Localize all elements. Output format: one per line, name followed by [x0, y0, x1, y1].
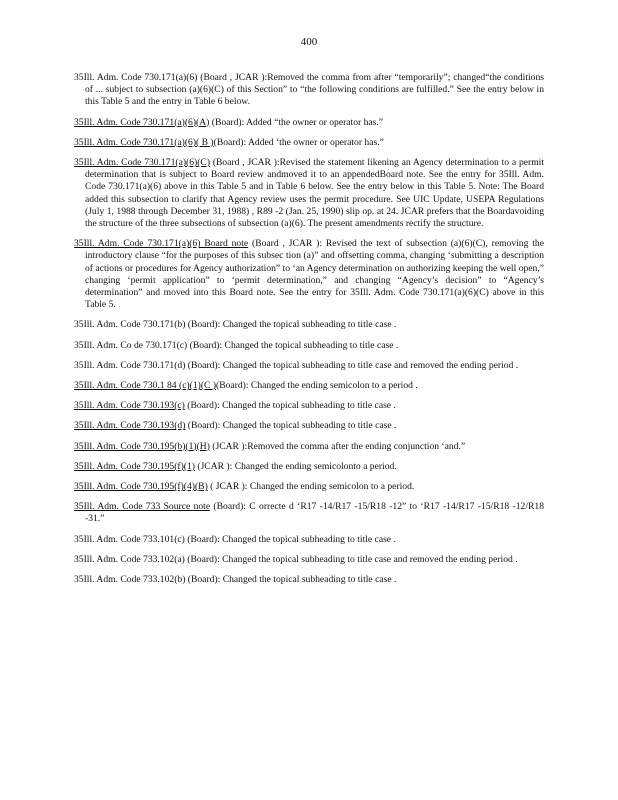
entry-description: (Board): Changed the topical subheading to title case and removed the ending period . [184, 553, 518, 565]
entry-citation: 35Ill. Adm. Code 730.193(c) [74, 400, 185, 412]
entry-list [74, 72, 544, 594]
entry-description: (JCAR ):Removed the comma after the ending conjunction ‘and.” [209, 440, 466, 452]
table-entry [74, 238, 544, 311]
entry-citation: 35Ill. Adm. Code 730.195(f)(1) [74, 460, 195, 472]
entry-description: (Board): Added ‘the owner or operator has.” [213, 136, 384, 148]
entry-description: (Board): Changed the topical subheading to title case . [185, 319, 397, 331]
entry-citation: 35Ill. Adm. Code 730.171(a)(6) Board note [74, 238, 249, 250]
table-entry [74, 441, 544, 453]
entry-description: (Board): Added “the owner or operator has.” [209, 116, 384, 128]
table-entry [74, 461, 544, 473]
table-entry [74, 319, 544, 331]
entry-description: (Board): Changed the topical subheading to title case . [184, 400, 396, 412]
entry-citation: 35Ill. Adm. Code 733.102(a) [74, 553, 185, 565]
table-entry [74, 481, 544, 493]
table-entry [74, 137, 544, 149]
entry-description: (Board , JCAR ):Revised the statement likening an Agency determination to a permit determination that is subject to Board review andmoved it to an appendedBoard note. See the entry for 35Ill. Adm. Code 730.171(a)(6) above in this Table 5 and in Table 6 below. See the entry below in this Table 5. Note: The Board added this subsection to clarify that Agency review uses the permit procedure. See UIC Update, USEPA Regulations (July 1, 1988 through December 31, 1988) , R89 -2 (Jan. 25, 1990) slip op. at 24. JCAR prefers that the Boardavoiding the structure of the three subsections of subsection (a)(6). The present amendments rectify the structure. [85, 157, 545, 230]
entry-citation: 35Ill. Adm. Code 730.171(a)(6)( B ) [74, 136, 214, 148]
table-entry [74, 574, 544, 586]
table-entry [74, 340, 544, 352]
table-entry [74, 554, 544, 566]
table-entry [74, 117, 544, 129]
entry-citation: 35Ill. Adm. Code 730.171(a)(6) [74, 72, 198, 83]
entry-description: (Board): Changed the topical subheading to title case . [184, 533, 396, 545]
table-entry [74, 420, 544, 432]
table-entry [74, 534, 544, 546]
entry-description: (Board): Changed the ending semicolon to a period . [216, 380, 418, 392]
entry-citation: 35Ill. Adm. Code 733.101(c) [74, 533, 185, 545]
entry-description: (Board , JCAR ):Removed the comma from after “temporarily”; changed“the conditions of ... subject to subsection (a)(6)(C) of this Section” to “the following conditions are fulfilled.” See the entry below in this Table 5 and the entry in Table 6 below. [85, 72, 544, 108]
entry-description: (Board): Changed the topical subheading to title case . [187, 339, 399, 351]
entry-citation: 35Ill. Adm. Code 730.1 84 (c)(1)(C ) [74, 380, 217, 392]
table-entry [74, 501, 544, 525]
entry-description: (Board): Changed the topical subheading to title case . [185, 420, 397, 432]
entry-citation: 35Ill. Adm. Code 730.171(a)(6)(C) [74, 157, 211, 169]
entry-citation: 35Ill. Adm. Code 730.195(f)(4)(B) [74, 481, 208, 493]
entry-description: (Board , JCAR ): Revised the text of subsection (a)(6)(C), removing the introductory clause “for the purposes of this subsec tion (a)” and offsetting comma, changing ‘submitting a description of actions or procedures for Agency authorization” to ‘an Agency determination on authorizing keeping the well open,” changing ‘permit application” to ‘permit determination,” and changing “Agency’s decision” to “Agency’s determination” and moved into this Board note. See the entry for 35Ill. Adm. Code 730.171(a)(6)(C) above in this Table 5. [85, 238, 544, 311]
entry-description: (Board): Changed the topical subheading to title case . [185, 574, 397, 586]
entry-citation: 35Ill. Adm. Code 730.171(b) [74, 319, 186, 331]
entry-citation: 35Ill. Adm. Code 730.171(a)(6)(A) [74, 116, 210, 128]
entry-description: (Board): C orrecte d ‘R17 -14/R17 -15/R18 -12” to ‘R17 -14/R17 -15/R18 -12/R18 -31.” [85, 501, 544, 525]
entry-citation: 35Ill. Adm. Code 730.195(b)(1)(H) [74, 440, 210, 452]
entry-citation: 35Ill. Adm. Co de 730.171(c) [74, 339, 188, 351]
table-entry [74, 157, 544, 230]
entry-description: (Board): Changed the topical subheading to title case and removed the ending period . [185, 359, 519, 371]
table-entry [74, 360, 544, 372]
entry-citation: 35Ill. Adm. Code 730.171(d) [74, 359, 186, 371]
entry-citation: 35Ill. Adm. Code 733 Source note [74, 501, 211, 513]
entry-citation: 35Ill. Adm. Code 730.193(d) [74, 420, 186, 432]
page-number: 400 [300, 36, 318, 48]
table-entry [74, 72, 544, 109]
entry-citation: 35Ill. Adm. Code 733.102(b) [74, 574, 186, 586]
entry-description: ( JCAR ): Changed the ending semicolon to a period. [207, 481, 415, 493]
table-entry [74, 400, 544, 412]
entry-description: (JCAR ): Changed the ending semicolonto a period. [194, 460, 397, 472]
table-entry [74, 380, 544, 392]
